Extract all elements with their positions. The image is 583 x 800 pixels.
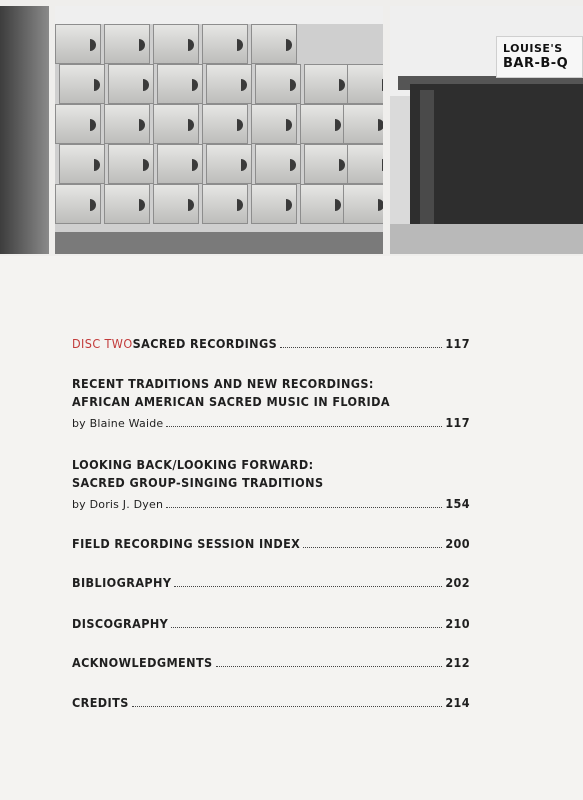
shack-post [420,90,434,224]
crate [104,24,150,64]
crate [55,24,101,64]
crate [202,104,248,144]
crate [153,184,199,224]
crate [251,184,297,224]
crate [304,64,350,104]
toc-entry-title: CREDITS [72,695,129,710]
crate [206,64,252,104]
crate [347,144,383,184]
crate [59,144,105,184]
toc-title-text: SACRED RECORDINGS [132,336,278,351]
photo-sky [55,6,383,24]
crate [300,104,346,144]
photo-stacked-crates [55,6,383,254]
crate [300,184,346,224]
toc-page-number: 210 [445,616,470,631]
crate [255,144,301,184]
photo-bbq-shack [390,6,583,254]
dot-leader [132,706,443,707]
toc-entry-title-line2: AFRICAN AMERICAN SACRED MUSIC IN FLORIDA [72,394,390,409]
crate [251,24,297,64]
photo-ground [390,224,583,254]
toc-entry-acknowledgments[interactable] [72,654,470,672]
toc-entry-title-line2: SACRED GROUP-SINGING TRADITIONS [72,475,324,490]
dot-leader [303,547,442,548]
crate [202,24,248,64]
toc-page-number: 117 [445,336,470,351]
dot-leader [166,426,442,427]
dot-leader [216,666,443,667]
shack-building [410,84,583,224]
crate [55,184,101,224]
toc-entry-title: ACKNOWLEDGMENTS [72,655,213,670]
crate [104,104,150,144]
toc-page-number: 117 [445,415,470,430]
crate [206,144,252,184]
toc-entry-field-recording-index[interactable] [72,535,470,553]
toc-entry-looking-back[interactable] [72,456,470,514]
crate [251,104,297,144]
toc-entry-sacred-recordings[interactable] [72,335,470,353]
crate [255,64,301,104]
toc-page-number: 202 [445,575,470,590]
toc-page-number: 214 [445,695,470,710]
disc-label: DISC TWO [72,336,133,351]
crate [153,24,199,64]
toc-entry-discography[interactable] [72,615,470,633]
toc-entry-credits[interactable] [72,694,470,712]
toc-entry-bibliography[interactable] [72,574,470,592]
toc-author: by Blaine Waide [72,417,164,430]
crate [343,184,383,224]
crate [55,104,101,144]
crate [59,64,105,104]
toc-entry-title-line1: RECENT TRADITIONS AND NEW RECORDINGS: [72,376,374,391]
toc-author: by Doris J. Dyen [72,498,164,511]
bbq-sign-line1: LOUISE'S [503,42,563,55]
photo-strip [0,0,583,256]
photo-left-partial [0,6,49,254]
crate [304,144,350,184]
toc-page-number: 200 [445,536,470,551]
crate [104,184,150,224]
toc-entry-title [72,335,277,353]
crate [343,104,383,144]
bbq-sign [496,36,583,78]
photo-ground [55,232,383,254]
toc-entry-recent-traditions[interactable] [72,375,470,433]
dot-leader [174,586,442,587]
toc-page-number: 212 [445,655,470,670]
toc-entry-title: BIBLIOGRAPHY [72,575,172,590]
toc-entry-title-line1: LOOKING BACK/LOOKING FORWARD: [72,457,314,472]
dot-leader [166,507,442,508]
crate [157,144,203,184]
crate [157,64,203,104]
toc-page-number: 154 [445,496,470,511]
bbq-sign-line2: BAR-B-Q [503,56,569,71]
dot-leader [171,627,442,628]
toc-entry-title: DISCOGRAPHY [72,616,169,631]
toc-entry-title: FIELD RECORDING SESSION INDEX [72,536,301,551]
crate [108,144,154,184]
crate [153,104,199,144]
dot-leader [280,347,442,348]
crate [202,184,248,224]
crate [347,64,383,104]
crate [108,64,154,104]
